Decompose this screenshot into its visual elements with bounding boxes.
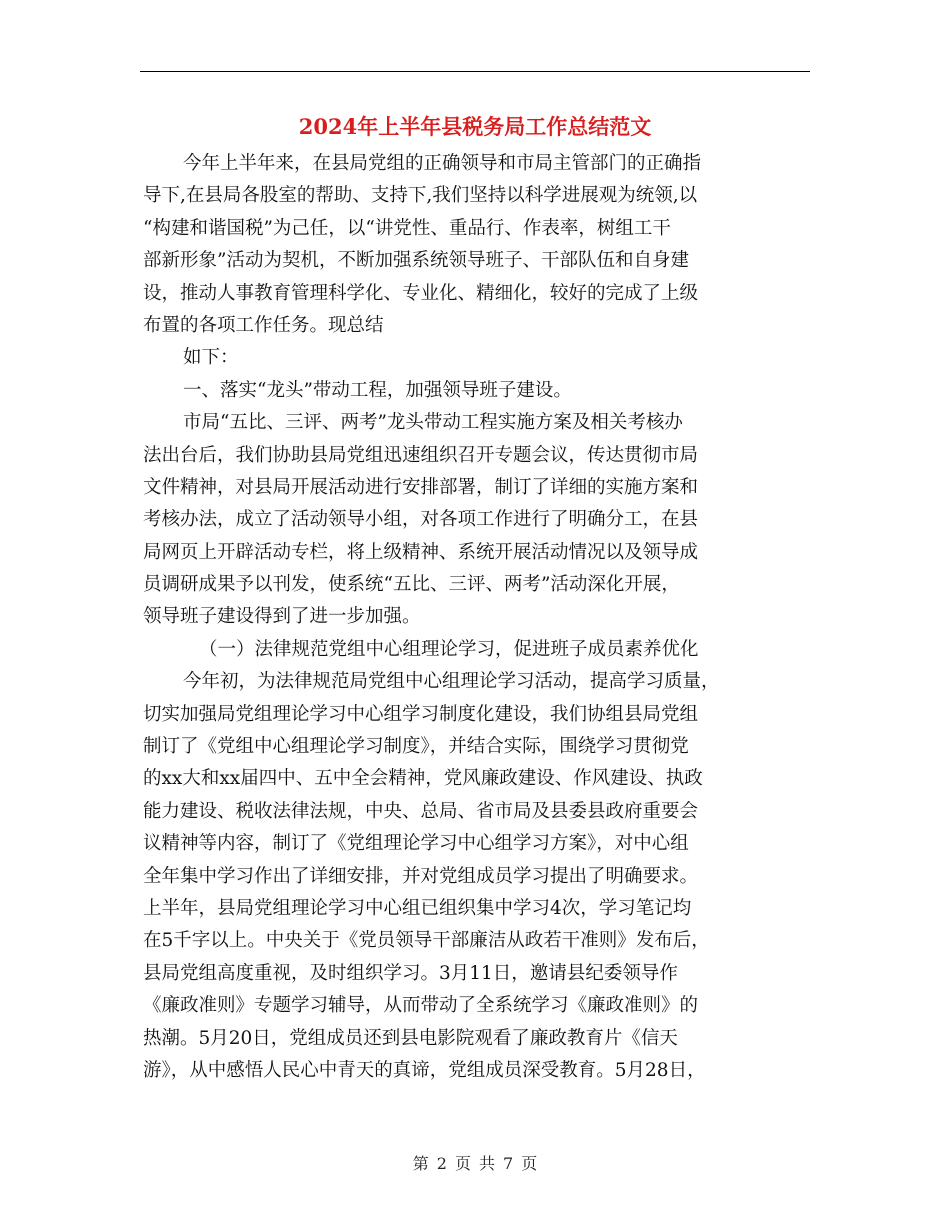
- text-line: 上半年，县局党组理论学习中心组已组织集中学习4次，学习笔记均: [143, 897, 692, 919]
- text-line: 考核办法，成立了活动领导小组，对各项工作进行了明确分工，在县: [143, 509, 699, 531]
- text-line: 《廉政准则》专题学习辅导，从而带动了全系统学习《廉政准则》的: [143, 995, 699, 1017]
- text-line: 能力建设、税收法律法规，中央、总局、省市局及县委县政府重要会: [143, 800, 699, 822]
- page-number: 2: [436, 1154, 447, 1173]
- text-line: 切实加强局党组理论学习中心组学习制度化建设，我们协组县局党组: [143, 703, 699, 725]
- text-line: 议精神等内容，制订了《党组理论学习中心组学习方案》，对中心组: [143, 833, 689, 855]
- footer-suffix: 页: [521, 1154, 538, 1173]
- text-line: 局网页上开辟活动专栏，将上级精神、系统开展活动情况以及领导成: [143, 541, 699, 563]
- footer-prefix: 第: [412, 1154, 429, 1173]
- text-line: “构建和谐国税”为己任，以“讲党性、重品行、作表率，树组工干: [143, 217, 671, 239]
- text-line: 市局“五比、三评、两考”龙头带动工程实施方案及相关考核办: [183, 412, 683, 434]
- document-body: [143, 148, 810, 1087]
- text-line: 县局党组高度重视，及时组织学习。3月11日，邀请县纪委领导作: [143, 962, 678, 984]
- footer-total-prefix: 共: [479, 1154, 496, 1173]
- text-line: 法出台后，我们协助县局党组迅速组织召开专题会议，传达贯彻市局: [143, 444, 699, 466]
- page-footer: [0, 1152, 950, 1176]
- subsection-heading: （一）法律规范党组中心组理论学习，促进班子成员素养优化: [199, 638, 699, 660]
- text-line: 布置的各项工作任务。现总结: [143, 314, 384, 336]
- text-line: 热潮。5月20日，党组成员还到县电影院观看了廉政教育片《信天: [143, 1027, 678, 1049]
- text-line: 在5千字以上。中央关于《党员领导干部廉洁从政若干准则》发布后，: [143, 930, 710, 952]
- text-line: 制订了《党组中心组理论学习制度》，并结合实际，围绕学习贯彻党: [143, 736, 689, 758]
- text-line: 文件精神，对县局开展活动进行安排部署，制订了详细的实施方案和: [143, 476, 699, 498]
- text-line: 领导班子建设得到了进一步加强。: [143, 606, 421, 628]
- text-line: 设，推动人事教育管理科学化、专业化、精细化，较好的完成了上级: [143, 282, 699, 304]
- section-heading: 一、落实“龙头”带动工程，加强领导班子建设。: [183, 379, 572, 401]
- text-line: 部新形象”活动为契机，不断加强系统领导班子、干部队伍和自身建: [143, 250, 689, 272]
- text-line: 今年上半年来，在县局党组的正确领导和市局主管部门的正确指: [183, 153, 702, 174]
- text-line: 今年初，为法律规范局党组中心组理论学习活动，提高学习质量，: [183, 671, 720, 693]
- text-line: 游》，从中感悟人民心中青天的真谛，党组成员深受教育。5月28日，: [143, 1059, 706, 1081]
- document-title: 2024年上半年县税务局工作总结范文: [298, 114, 652, 139]
- text-line: 全年集中学习作出了详细安排，并对党组成员学习提出了明确要求。: [143, 865, 699, 887]
- text-line: 如下：: [183, 347, 239, 369]
- header-rule: [140, 71, 810, 72]
- footer-page-word: 页: [454, 1154, 471, 1173]
- text-line: 的xx大和xx届四中、五中全会精神，党风廉政建设、作风建设、执政: [143, 768, 703, 790]
- total-pages: 7: [503, 1154, 514, 1173]
- text-line: 导下,在县局各股室的帮助、支持下,我们坚持以科学进展观为统领,以: [143, 185, 698, 207]
- text-line: 员调研成果予以刊发，使系统“五比、三评、两考”活动深化开展，: [143, 574, 680, 596]
